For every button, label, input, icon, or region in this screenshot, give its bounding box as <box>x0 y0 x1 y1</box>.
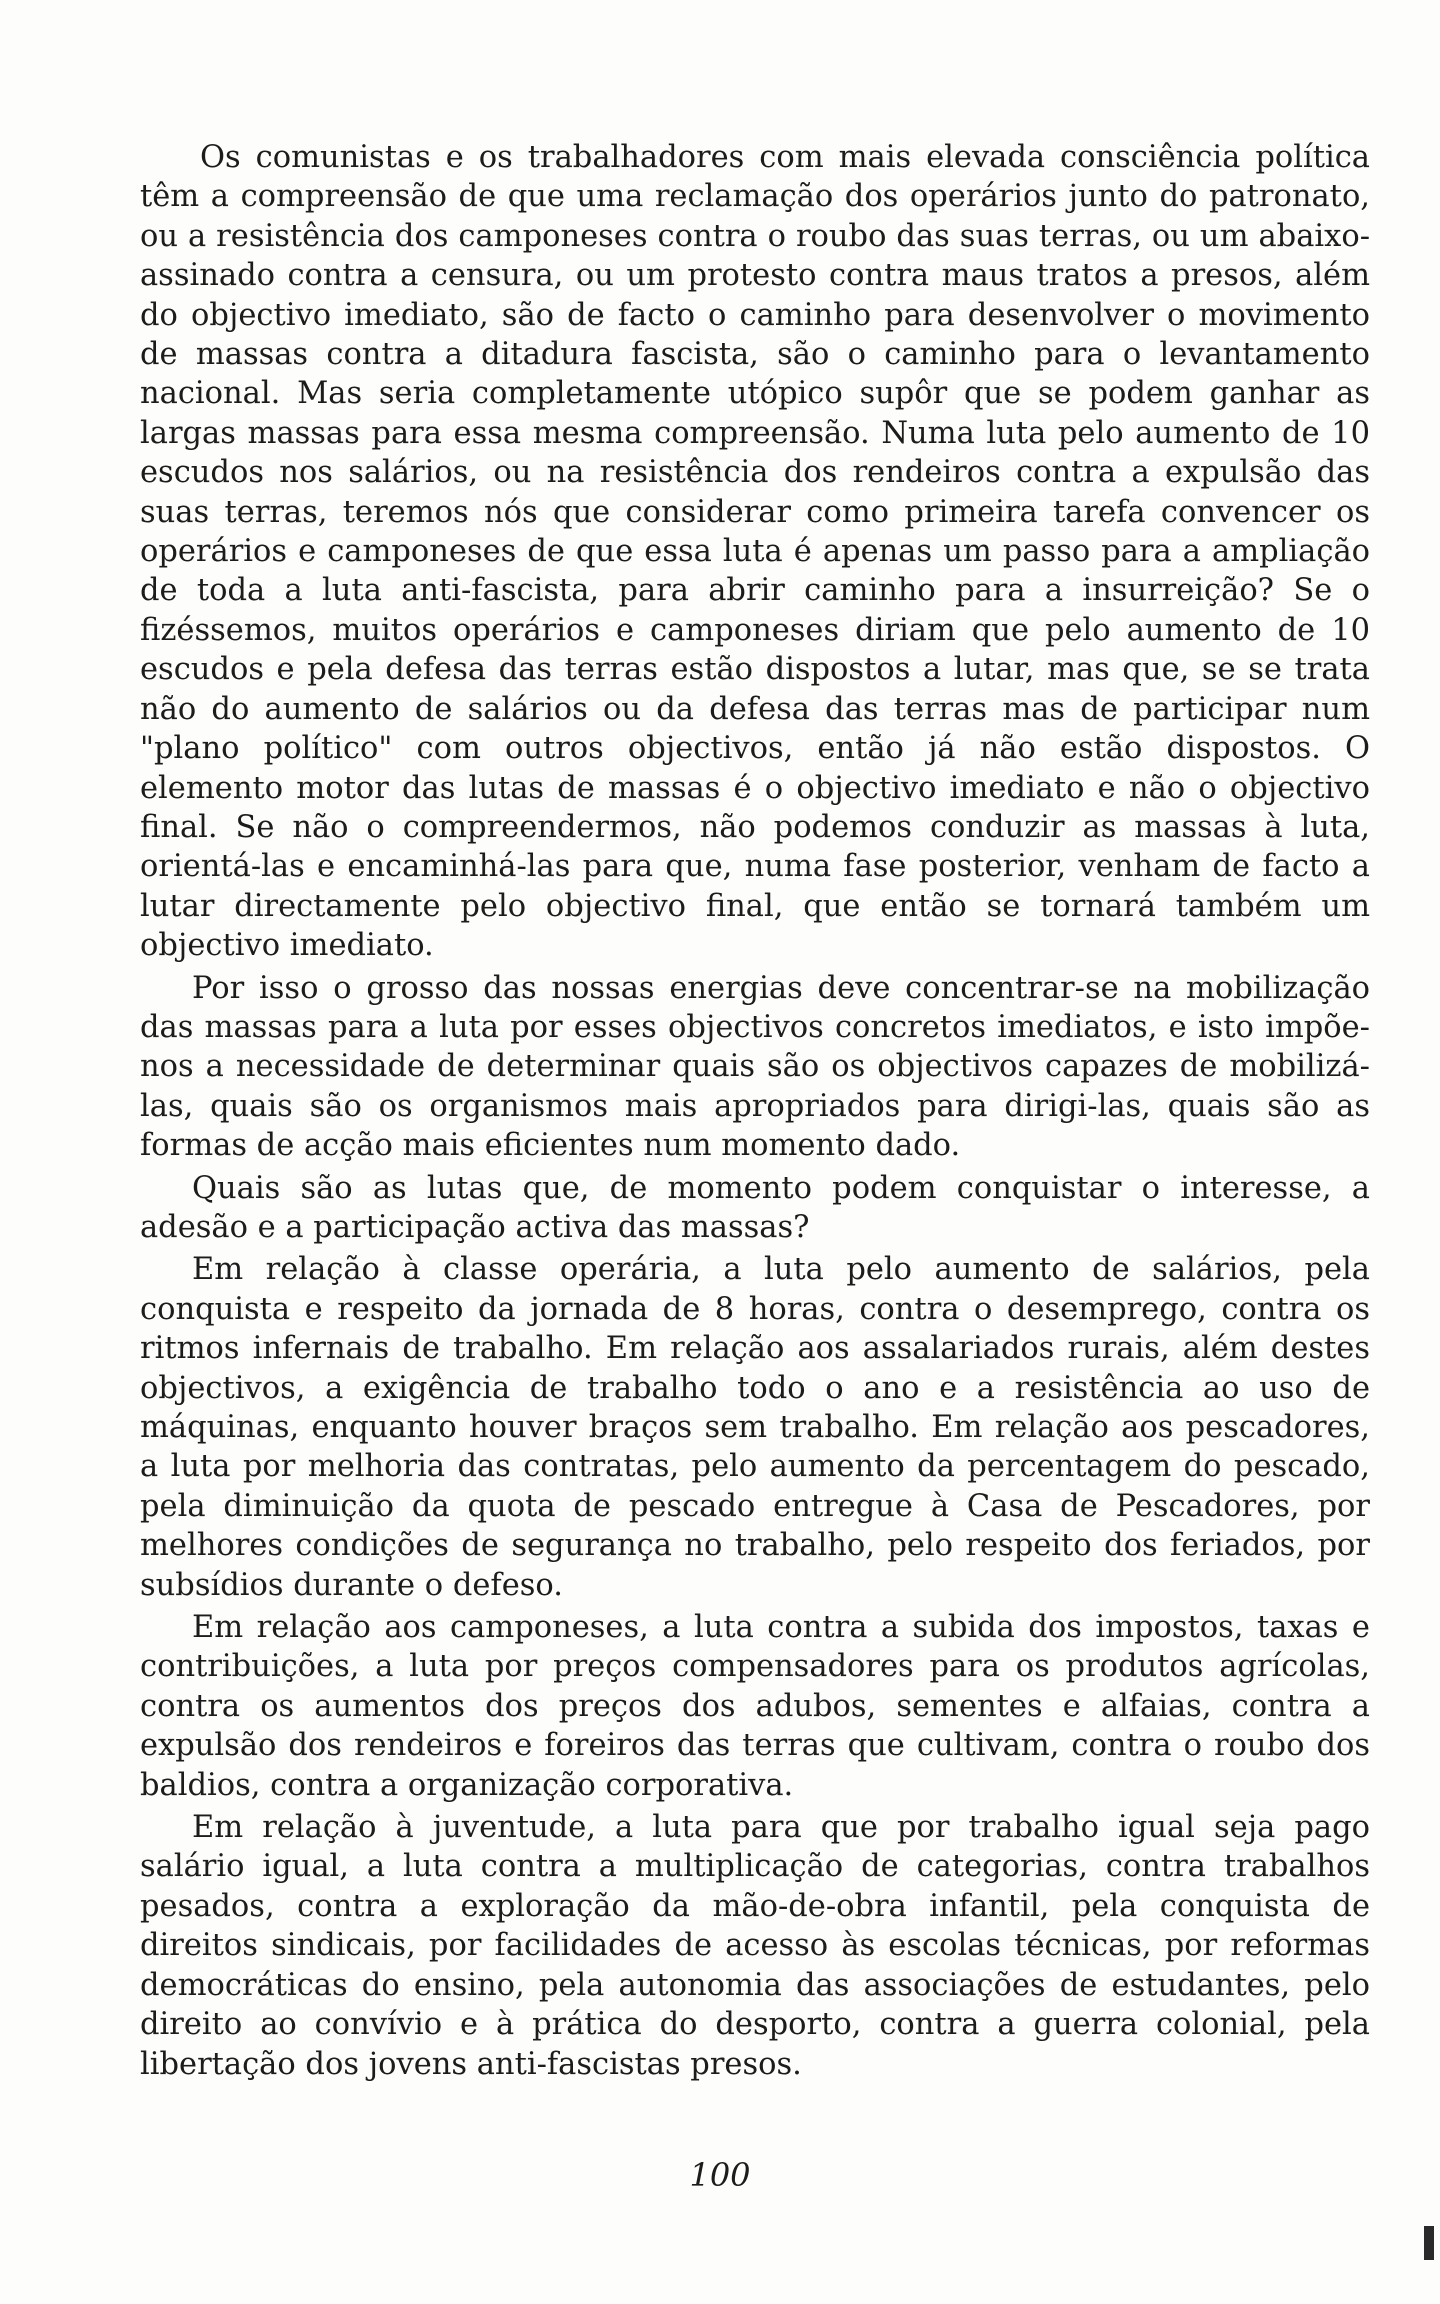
paragraph-5: Em relação aos camponeses, a luta contra a subida dos impostos, taxas e contribuições, a luta por preços compensadores para os produtos agrícolas, contra os aumentos dos preços dos adubos, sementes e alfaias, contra a expulsão dos rendeiros e foreiros das terras que cultivam, contra o roubo dos baldios, contra a organização corporativa. <box>140 1610 1370 1803</box>
paragraph-2: Por isso o grosso das nossas energias deve concentrar-se na mobilização das massas para a luta por esses objectivos concretos imediatos, e isto impõe-nos a necessidade de determinar quais são os objectivos capazes de mobilizá-las, quais são os organismos mais apropriados para dirigi-las, quais são as formas de acção mais eficientes num momento dado. <box>140 970 1370 1164</box>
scan-edge-mark <box>1424 2226 1434 2260</box>
paragraph-4: Em relação à classe operária, a luta pelo aumento de salários, pela conquista e respeito da jornada de 8 horas, contra o desemprego, contra os ritmos infernais de trabalho. Em relação aos assalariados rurais, além destes objectivos, a exigência de trabalho todo o ano e a resistência ao uso de máquinas, enquanto houver braços sem trabalho. Em relação aos pescadores, a luta por melhoria das contratas, pelo aumento da percentagem do pescado, pela diminuição da quota de pescado entregue à Casa de Pescadores, por melhores condições de segurança no trabalho, pelo respeito dos feriados, por subsídios durante o defeso. <box>140 1252 1370 1603</box>
paragraph-6: Em relação à juventude, a luta para que por trabalho igual seja pago salário igual, a luta contra a multiplicação de categorias, contra trabalhos pesados, contra a exploração da mão-de-obra infantil, pela conquista de direitos sindicais, por facilidades de acesso às escolas técnicas, por reformas democráticas do ensino, pela autonomia das associações de estudantes, pelo direito ao convívio e à prática do desporto, contra a guerra colonial, pela libertação dos jovens anti-fascistas presos. <box>140 1810 1370 2082</box>
page-number: 100 <box>689 2156 751 2194</box>
body-text <box>140 138 1370 2087</box>
paragraph-3: Quais são as lutas que, de momento podem conquistar o interesse, a adesão e a participação activa das massas? <box>140 1170 1370 1245</box>
paragraph-1: Os comunistas e os trabalhadores com mais elevada consciência política têm a compreensão de que uma reclamação dos operários junto do patronato, ou a resistência dos camponeses contra o roubo das suas terras, ou um abaixo-assinado contra a censura, ou um protesto contra maus tratos a presos, além do objectivo imediato, são de facto o caminho para desenvolver o movimento de massas contra a ditadura fascista, são o caminho para o levantamento nacional. Mas seria completamente utópico supôr que se podem ganhar as largas massas para essa mesma compreensão. Numa luta pelo aumento de 10 escudos nos salários, ou na resistência dos rendeiros contra a expulsão das suas terras, teremos nós que considerar como primeira tarefa convencer os operários e camponeses de que essa luta é apenas um passo para a ampliação de toda a luta anti-fascista, para abrir caminho para a insurreição? Se o fizéssemos, muitos operários e camponeses diriam que pelo aumento de 10 escudos e pela defesa das terras estão dispostos a lutar, mas que, se se trata não do aumento de salários ou da defesa das terras mas de participar num "plano político" com outros objectivos, então já não estão dispostos. O elemento motor das lutas de massas é o objectivo imediato e não o objectivo final. Se não o compreendermos, não podemos conduzir as massas à luta, orientá-las e encaminhá-las para que, numa fase posterior, venham de facto a lutar directamente pelo objectivo final, que então se tornará também um objectivo imediato. <box>140 140 1370 964</box>
